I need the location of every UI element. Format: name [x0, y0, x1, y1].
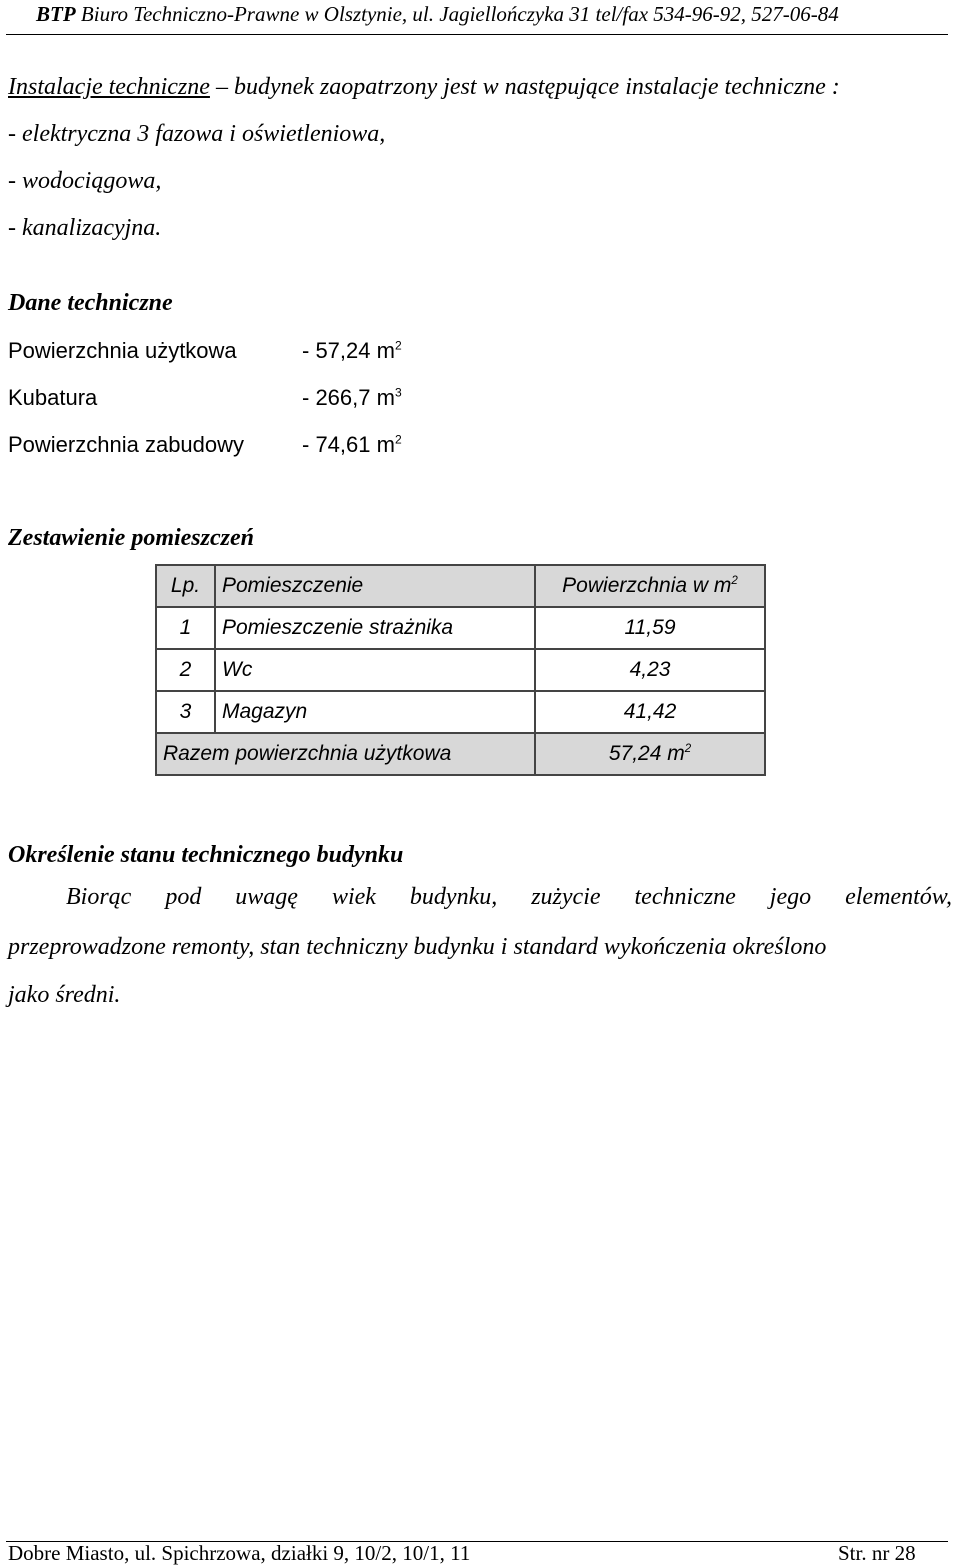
condition-line-2: przeprowadzone remonty, stan techniczny budynku i standard wykończenia określono — [8, 934, 827, 960]
total-exponent: 2 — [684, 743, 692, 755]
header-cell: Pomieszczenie — [215, 565, 535, 607]
header-text: Biuro Techniczno-Prawne w Olsztynie, ul. Jagiellończyka 31 tel/fax 534-96-92, 527-06-84 — [80, 2, 839, 26]
header-abbr: BTP — [36, 2, 76, 26]
word: uwagę — [235, 884, 298, 910]
header-cell: Lp. — [156, 565, 215, 607]
value-exponent: 2 — [394, 338, 402, 353]
table-header-row — [156, 565, 765, 607]
word: jego — [769, 884, 812, 910]
installation-item: - elektryczna 3 fazowa i oświetleniowa, — [8, 121, 386, 147]
technical-data-label: Powierzchnia zabudowy — [8, 432, 245, 457]
technical-data-label: Kubatura — [8, 385, 98, 410]
installations-intro: – budynek zaopatrzony jest w następujące instalacje techniczne : — [209, 74, 840, 100]
word: zużycie — [531, 884, 601, 910]
room-name: Pomieszczenie strażnika — [215, 607, 535, 649]
word: techniczne — [634, 884, 736, 910]
table-row — [156, 607, 765, 649]
row-number: 3 — [156, 691, 215, 733]
technical-data-value — [302, 385, 402, 411]
word: pod — [165, 884, 202, 910]
condition-line-3: jako średni. — [8, 982, 121, 1008]
technical-data-heading: Dane techniczne — [8, 290, 173, 316]
room-name: Magazyn — [215, 691, 535, 733]
value-exponent: 3 — [394, 385, 402, 400]
technical-data-label: Powierzchnia użytkowa — [8, 338, 237, 363]
footer-address: Dobre Miasto, ul. Spichrzowa, działki 9, 10/2, 10/1, 11 — [8, 1541, 471, 1565]
header-exponent: 2 — [731, 575, 738, 587]
word: Biorąc — [66, 884, 132, 910]
table-row — [156, 691, 765, 733]
word: wiek — [331, 884, 376, 910]
word: budynku, — [409, 884, 498, 910]
table-row — [156, 649, 765, 691]
installation-item: - wodociągowa, — [8, 168, 162, 194]
total-label: Razem powierzchnia użytkowa — [156, 733, 535, 775]
total-text: 57,24 m — [608, 742, 685, 765]
footer-page-number: Str. nr 28 — [838, 1541, 916, 1565]
room-area: 41,42 — [535, 691, 765, 733]
header-text: Powierzchnia w m — [562, 574, 732, 597]
value-exponent: 2 — [394, 432, 402, 447]
row-number: 1 — [156, 607, 215, 649]
word: elementów, — [845, 884, 952, 910]
room-name: Wc — [215, 649, 535, 691]
condition-line-1 — [8, 884, 952, 911]
value-text: - 57,24 m — [302, 338, 395, 363]
technical-data-value — [302, 432, 402, 458]
table-total-row — [156, 733, 765, 775]
installations-paragraph — [8, 74, 840, 101]
condition-heading: Określenie stanu technicznego budynku — [8, 842, 404, 868]
rooms-heading: Zestawienie pomieszczeń — [8, 525, 254, 551]
installation-item: - kanalizacyjna. — [8, 215, 162, 241]
row-number: 2 — [156, 649, 215, 691]
total-value — [535, 733, 765, 775]
header-divider — [6, 34, 948, 35]
value-text: - 74,61 m — [302, 432, 395, 457]
room-area: 11,59 — [535, 607, 765, 649]
technical-data-value — [302, 338, 402, 364]
rooms-table — [155, 564, 766, 776]
room-area: 4,23 — [535, 649, 765, 691]
page-header — [36, 2, 839, 27]
header-cell — [535, 565, 765, 607]
installations-heading: Instalacje techniczne — [8, 74, 210, 100]
value-text: - 266,7 m — [302, 385, 395, 410]
